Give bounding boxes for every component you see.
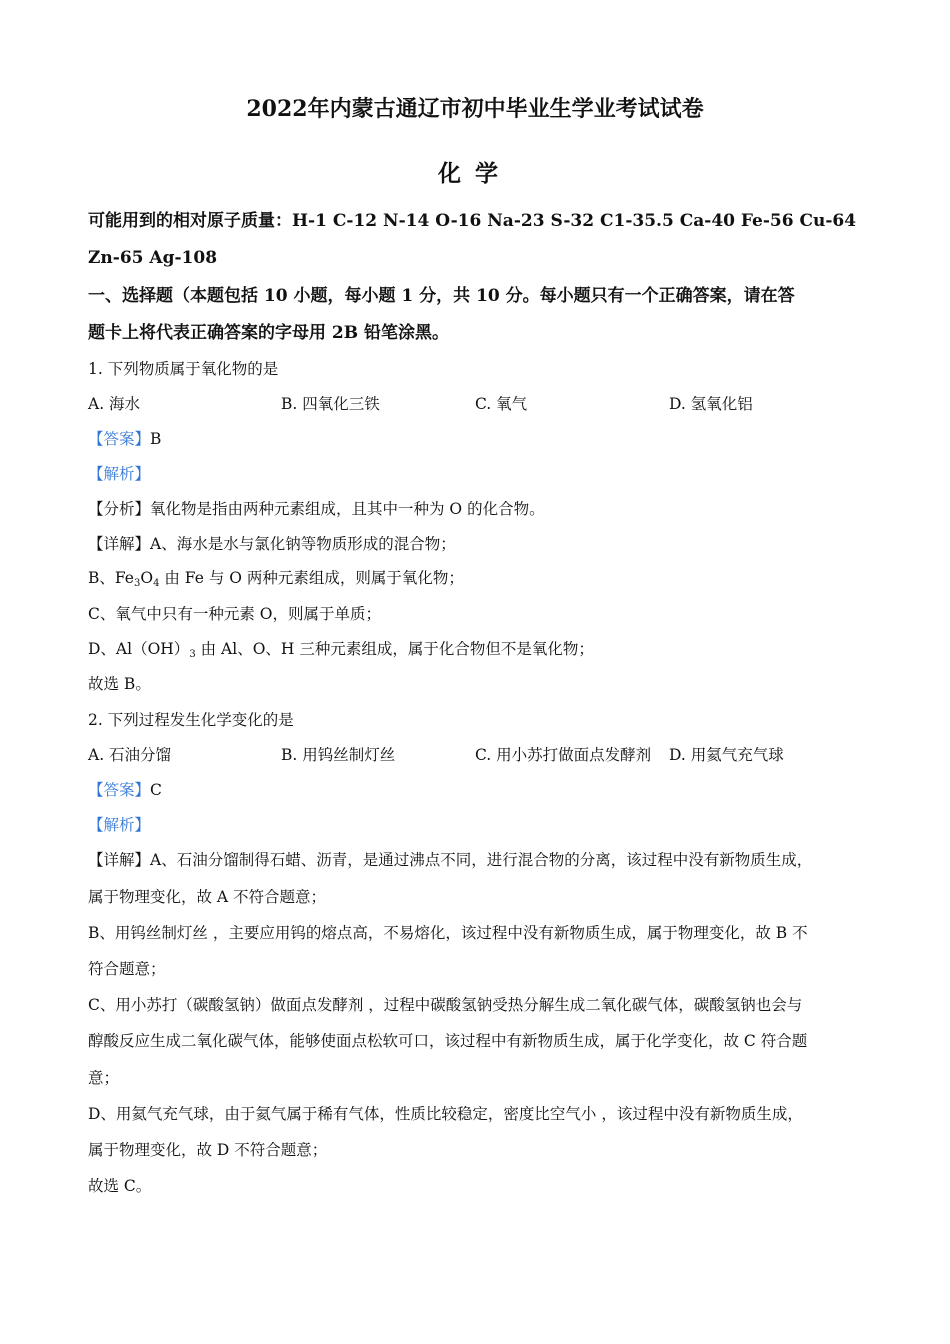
q1-option-c: C. 氧气 bbox=[475, 395, 528, 413]
answer-tag: 【答案】 bbox=[88, 430, 151, 448]
q2-detail-c-line-1: C、用小苏打（碳酸氢钠）做面点发酵剂 ，过程中碳酸氢钠受热分解生成二氧化碳气体，碳酸氢钠也会与 bbox=[88, 996, 803, 1014]
q1-answer bbox=[88, 428, 161, 450]
q2-detail-b-line-2: 符合题意； bbox=[88, 960, 166, 978]
atomic-mass-line-2: Zn-65 Ag-108 bbox=[88, 248, 218, 268]
q2-conclusion: 故选 C。 bbox=[88, 1177, 152, 1195]
q2-option-d: D. 用氦气充气球 bbox=[669, 746, 784, 764]
q1-analysis-tag: 【解析】 bbox=[88, 465, 151, 483]
exam-title: 2022年内蒙古通辽市初中毕业生学业考试试卷 bbox=[246, 96, 704, 122]
q1-option-a: A. 海水 bbox=[88, 395, 141, 413]
answer-value: B bbox=[150, 430, 162, 448]
q1-detail-d bbox=[88, 638, 594, 666]
section-heading-line-1: 一、选择题（本题包括 10 小题，每小题 1 分，共 10 分。每小题只有一个正确答案，请在答 bbox=[88, 286, 795, 306]
q1-detail-b bbox=[88, 567, 464, 595]
q2-detail-b-line-1: B、用钨丝制灯丝 ，主要应用钨的熔点高，不易熔化，该过程中没有新物质生成，属于物理变化，故 B 不 bbox=[88, 924, 808, 942]
q1-option-b: B. 四氧化三铁 bbox=[281, 395, 380, 413]
q2-option-b: B. 用钨丝制灯丝 bbox=[281, 746, 396, 764]
q2-detail-c-line-2: 醇酸反应生成二氧化碳气体，能够使面点松软可口，该过程中有新物质生成，属于化学变化，故 C 符合题 bbox=[88, 1032, 808, 1050]
text-span: 由 Fe 与 O 两种元素组成，则属于氧化物； bbox=[159, 569, 464, 587]
section-heading-line-2: 题卡上将代表正确答案的字母用 2B 铅笔涂黑。 bbox=[88, 323, 450, 343]
subscript: 4 bbox=[153, 578, 160, 589]
atomic-mass-line-1: 可能用到的相对原子质量：H-1 C-12 N-14 O-16 Na-23 S-32 C1-35.5 Ca-40 Fe-56 Cu-64 bbox=[88, 211, 857, 231]
q2-detail-a-line-1: 【详解】A、石油分馏制得石蜡、沥青，是通过沸点不同，进行混合物的分离，该过程中没有新物质生成， bbox=[88, 851, 813, 869]
q1-option-d: D. 氢氧化铝 bbox=[669, 395, 753, 413]
q1-fenxi: 【分析】氧化物是指由两种元素组成，且其中一种为 O 的化合物。 bbox=[88, 500, 545, 518]
q2-answer bbox=[88, 779, 162, 801]
q2-detail-a-line-2: 属于物理变化，故 A 不符合题意； bbox=[88, 888, 327, 906]
q2-stem: 2. 下列过程发生化学变化的是 bbox=[88, 711, 294, 729]
subscript: 3 bbox=[133, 578, 141, 589]
q2-option-a: A. 石油分馏 bbox=[88, 746, 172, 764]
text-span: O bbox=[140, 569, 154, 587]
q2-option-c: C. 用小苏打做面点发酵剂 bbox=[475, 746, 652, 764]
text-span: 由 Al、O、H 三种元素组成，属于化合物但不是氧化物； bbox=[195, 640, 594, 658]
q2-analysis-tag: 【解析】 bbox=[88, 816, 151, 834]
answer-value: C bbox=[150, 781, 162, 799]
subject-title: 化学 bbox=[438, 160, 512, 187]
q1-detail-a: 【详解】A、海水是水与氯化钠等物质形成的混合物； bbox=[88, 535, 456, 553]
text-span: D、Al（OH） bbox=[88, 640, 190, 658]
answer-tag: 【答案】 bbox=[88, 781, 151, 799]
subscript: 3 bbox=[189, 649, 196, 660]
q1-stem: 1. 下列物质属于氧化物的是 bbox=[88, 360, 279, 378]
q1-detail-c: C、氧气中只有一种元素 O，则属于单质； bbox=[88, 605, 381, 623]
text-span: B、Fe bbox=[88, 569, 134, 587]
q1-conclusion: 故选 B。 bbox=[88, 675, 151, 693]
q2-detail-d-line-1: D、用氦气充气球，由于氦气属于稀有气体，性质比较稳定，密度比空气小 ，该过程中没有新物质生成， bbox=[88, 1105, 803, 1123]
q2-detail-c-line-3: 意； bbox=[88, 1069, 120, 1087]
q2-detail-d-line-2: 属于物理变化，故 D 不符合题意； bbox=[88, 1141, 328, 1159]
